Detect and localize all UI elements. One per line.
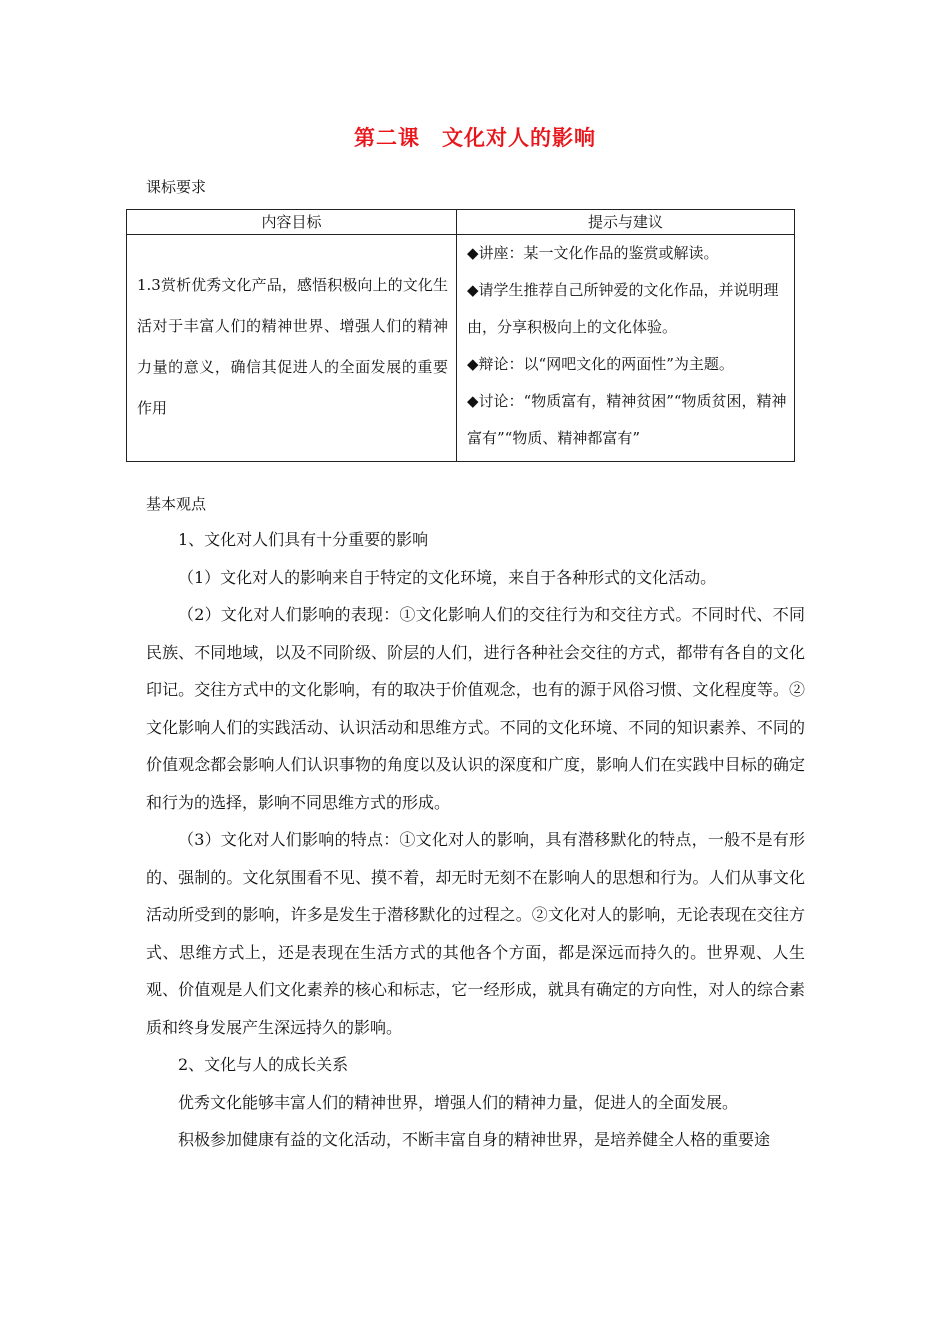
hint-item: ◆请学生推荐自己所钟爱的文化作品，并说明理由，分享积极向上的文化体验。: [467, 281, 779, 336]
hint-item: ◆辩论：以“网吧文化的两面性”为主题。: [467, 355, 734, 373]
point-heading: 2、文化与人的成长关系: [178, 1055, 349, 1074]
paragraph: （1）文化对人的影响来自于特定的文化环境，来自于各种形式的文化活动。: [178, 567, 717, 587]
curriculum-table: [126, 209, 795, 462]
content-goal-cell: [127, 235, 457, 462]
body-text: [146, 521, 805, 1159]
paragraph: （3）文化对人们影响的特点：①文化对人的影响，具有潜移默化的特点，一般不是有形的、强制的。文化氛围看不见、摸不着，却无时无刻不在影响人的思想和行为。人们从事文化活动所受到的影响，许多是发生于潜移默化的过程之。②文化对人的影响，无论表现在交往方式、思维方式上，还是表现在生活方式的其他各个方面，都是深远而持久的。世界观、人生观、价值观是人们文化素养的核心和标志，它一经形成，就具有确定的方向性，对人的综合素质和终身发展产生深远持久的影响。: [146, 830, 805, 1037]
table-row: [127, 235, 795, 462]
point-heading: 1、文化对人们具有十分重要的影响: [178, 530, 429, 549]
section-heading-basic: 基本观点: [146, 495, 207, 513]
paragraph: 优秀文化能够丰富人们的精神世界，增强人们的精神力量，促进人的全面发展。: [178, 1092, 739, 1112]
section-heading-standards: 课标要求: [146, 178, 207, 196]
hint-item: ◆讨论：“物质富有，精神贫困”“物质贫困，精神富有”“物质、精神都富有”: [467, 392, 787, 447]
hints-cell: [457, 235, 795, 462]
paragraph: （2）文化对人们影响的表现：①文化影响人们的交往行为和交往方式。不同时代、不同民族、不同地域，以及不同阶级、阶层的人们，进行各种社会交往的方式，都带有各自的文化印记。交往方式中的文化影响，有的取决于价值观念，也有的源于风俗习惯、文化程度等。②文化影响人们的实践活动、认识活动和思维方式。不同的文化环境、不同的知识素养、不同的价值观念都会影响人们认识事物的角度以及认识的深度和广度，影响人们在实践中目标的确定和行为的选择，影响不同思维方式的形成。: [146, 605, 805, 812]
paragraph: 积极参加健康有益的文化活动，不断丰富自身的精神世界，是培养健全人格的重要途: [178, 1130, 771, 1149]
table-header-hints: 提示与建议: [457, 210, 795, 235]
table-header-content-goal: 内容目标: [127, 210, 457, 235]
hint-item: ◆讲座：某一文化作品的鉴赏或解读。: [467, 244, 719, 262]
page-title: 第二课 文化对人的影响: [354, 125, 596, 150]
content-goal-text: 1.3赏析优秀文化产品，感悟积极向上的文化生活对于丰富人们的精神世界、增强人们的精神力量的意义，确信其促进人的全面发展的重要作用: [137, 276, 448, 417]
table-header-row: [127, 210, 795, 235]
